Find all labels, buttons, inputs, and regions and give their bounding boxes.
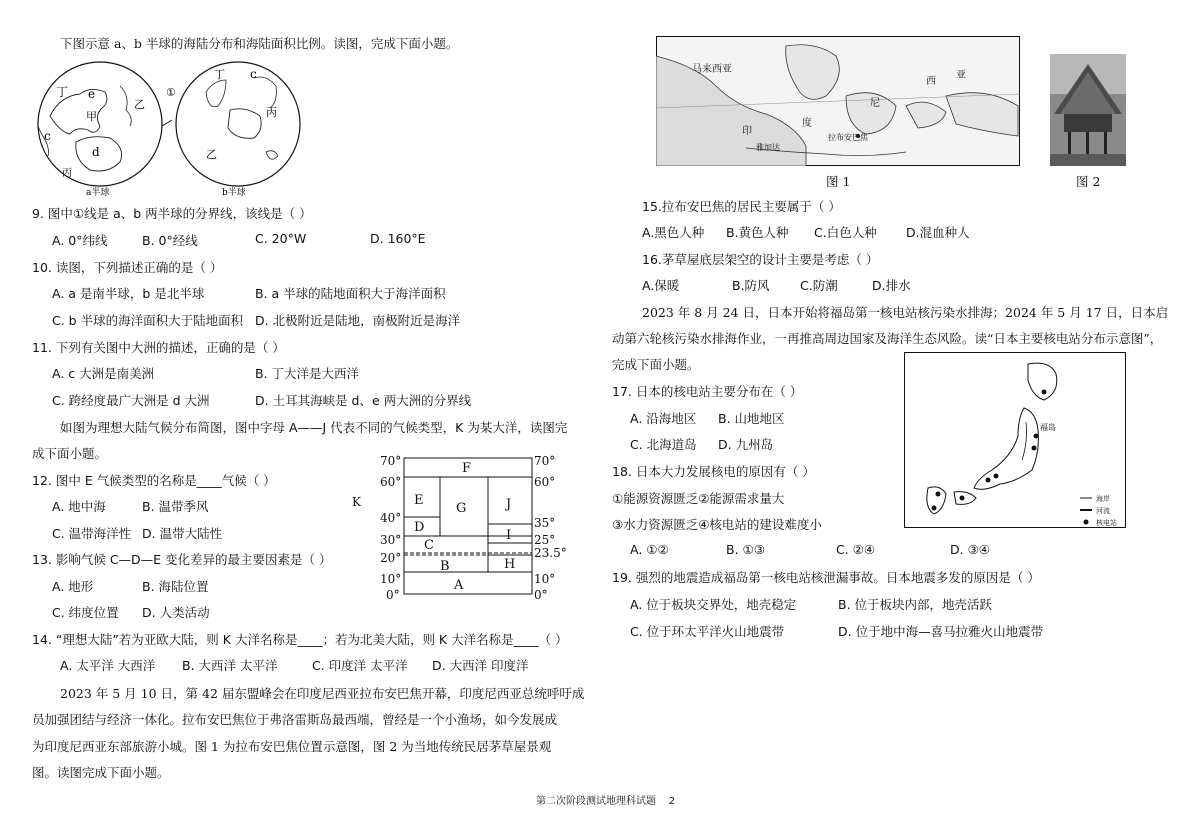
q10-option-b: B. a 半球的陆地面积大于海洋面积 — [255, 286, 446, 301]
svg-text:D: D — [414, 520, 425, 535]
hemisphere-intro: 下图示意 a、b 半球的海陆分布和海陆面积比例。读图，完成下面小题。 — [60, 36, 459, 51]
svg-text:I: I — [506, 528, 512, 543]
svg-text:海岸: 海岸 — [1096, 495, 1110, 503]
question-9: 9. 图中①线是 a、b 两半球的分界线，该线是（ ） — [32, 206, 312, 221]
climate-intro-line-1: 如图为理想大陆气候分布简图，图中字母 A——J 代表不同的气候类型，K 为某大洋，读图完 — [60, 420, 568, 435]
label-a-c: c — [44, 129, 51, 143]
q14-option-b: B. 大西洋 太平洋 — [182, 658, 278, 673]
svg-text:印: 印 — [742, 126, 752, 137]
svg-text:35°: 35° — [534, 516, 556, 530]
climate-intro-line-2: 成下面小题。 — [32, 446, 108, 461]
svg-text:西: 西 — [926, 76, 936, 87]
q11-option-d: D. 土耳其海峡是 d、e 两大洲的分界线 — [255, 393, 472, 408]
q16-option-d: D.排水 — [872, 278, 911, 293]
q15-option-a: A.黑色人种 — [642, 225, 705, 240]
svg-text:J: J — [506, 497, 512, 512]
q12-option-c: C. 温带海洋性 — [52, 526, 132, 541]
label-a-one: ① — [166, 86, 176, 99]
q10-option-d: D. 北极附近是陆地，南极附近是海洋 — [255, 313, 461, 328]
label-fukushima: 福岛 — [1040, 423, 1056, 432]
page-footer: 第二次阶段测试地理科试题 2 — [536, 796, 676, 807]
label-a-yi: 乙 — [134, 98, 145, 111]
svg-text:E: E — [414, 493, 424, 508]
q17-option-d: D. 九州岛 — [718, 437, 774, 452]
asean-passage-2: 员加强团结与经济一体化。拉布安巴焦位于弗洛雷斯岛最西端，曾经是一个小渔场，如今发展成 — [32, 712, 558, 727]
svg-text:度: 度 — [802, 118, 812, 129]
q14-option-d: D. 大西洋 印度洋 — [432, 658, 529, 673]
label-a-e: e — [88, 87, 96, 101]
japan-passage-1: 2023 年 8 月 24 日，日本开始将福岛第一核电站核污染水排海；2024 年 5 月 17 日，日本启 — [642, 305, 1169, 320]
q14-option-c: C. 印度洋 太平洋 — [312, 658, 408, 673]
label-a-ding: 丁 — [56, 85, 69, 99]
q12-option-d: D. 温带大陆性 — [142, 526, 223, 541]
q9-option-d: D. 160°E — [370, 231, 426, 246]
svg-text:C: C — [424, 538, 434, 553]
label-b-bing: 丙 — [266, 106, 277, 119]
q13-option-a: A. 地形 — [52, 579, 94, 594]
svg-text:H: H — [504, 557, 516, 572]
q15-option-c: C.白色人种 — [814, 225, 877, 240]
svg-text:G: G — [456, 501, 467, 516]
svg-text:A: A — [454, 578, 464, 593]
q18-statement-2: ③水力资源匮乏④核电站的建设难度小 — [612, 517, 822, 532]
hemi-b-caption: b半球 — [222, 188, 246, 198]
map-label-malaysia: 马来西亚 — [692, 64, 732, 75]
svg-text:雅加达: 雅加达 — [756, 143, 780, 152]
ideal-continent-climate-diagram — [350, 452, 590, 600]
svg-text:40°: 40° — [380, 511, 402, 525]
q13-option-d: D. 人类活动 — [142, 605, 210, 620]
question-16: 16.茅草屋底层架空的设计主要是考虑（ ） — [642, 252, 879, 267]
q13-option-c: C. 纬度位置 — [52, 605, 119, 620]
thatched-hut-photo — [1050, 54, 1126, 166]
svg-text:0°: 0° — [534, 588, 548, 600]
q11-option-c: C. 跨经度最广大洲是 d 大洲 — [52, 393, 210, 408]
ocean-k-label: K — [352, 495, 361, 509]
q9-option-c: C. 20°W — [255, 231, 307, 246]
question-17: 17. 日本的核电站主要分布在（ ） — [612, 384, 803, 399]
q15-option-d: D.混血种人 — [906, 225, 970, 240]
svg-text:尼: 尼 — [870, 98, 880, 109]
q16-option-c: C.防潮 — [800, 278, 838, 293]
q18-option-c: C. ②④ — [836, 542, 876, 557]
question-11: 11. 下列有关图中大洲的描述，正确的是（ ） — [32, 340, 285, 355]
svg-text:23.5°: 23.5° — [534, 546, 567, 560]
q16-option-b: B.防风 — [732, 278, 770, 293]
q12-option-b: B. 温带季风 — [142, 499, 209, 514]
figure-2-caption: 图 2 — [1076, 174, 1101, 189]
q12-option-a: A. 地中海 — [52, 499, 106, 514]
labuan-bajo-location-map — [656, 36, 1020, 166]
q17-option-c: C. 北海道岛 — [630, 437, 697, 452]
figure-1-caption: 图 1 — [826, 174, 851, 189]
question-15: 15.拉布安巴焦的居民主要属于（ ） — [642, 199, 841, 214]
label-b-ding: 丁 — [214, 68, 225, 81]
q11-option-a: A. c 大洲是南美洲 — [52, 366, 155, 381]
label-b-yi: 乙 — [206, 148, 217, 161]
q15-option-b: B.黄色人种 — [726, 225, 789, 240]
hemispheres-figure — [30, 56, 320, 198]
svg-text:25°: 25° — [534, 533, 556, 547]
svg-text:河流: 河流 — [1096, 507, 1110, 515]
q14-option-a: A. 太平洋 大西洋 — [60, 658, 156, 673]
svg-text:20°: 20° — [380, 551, 402, 565]
question-10: 10. 读图，下列描述正确的是（ ） — [32, 260, 223, 275]
question-18: 18. 日本大力发展核电的原因有（ ） — [612, 464, 815, 479]
q17-option-a: A. 沿海地区 — [630, 411, 697, 426]
q18-option-b: B. ①③ — [726, 542, 765, 557]
question-13: 13. 影响气候 C—D—E 变化差异的最主要因素是（ ） — [32, 552, 332, 567]
q19-option-b: B. 位于板块内部，地壳活跃 — [838, 597, 993, 612]
svg-text:拉布安巴焦: 拉布安巴焦 — [828, 133, 868, 142]
question-19: 19. 强烈的地震造成福岛第一核电站核泄漏事故。日本地震多发的原因是（ ） — [612, 570, 1040, 585]
q9-option-a: A. 0°纬线 — [52, 233, 108, 248]
q18-statement-1: ①能源资源匮乏②能源需求量大 — [612, 491, 785, 506]
svg-text:60°: 60° — [534, 475, 556, 489]
asean-passage-3: 为印度尼西亚东部旅游小城。图 1 为拉布安巴焦位置示意图，图 2 为当地传统民居茅草屋景观 — [32, 739, 552, 754]
svg-text:10°: 10° — [380, 572, 402, 586]
svg-text:F: F — [462, 461, 472, 476]
svg-text:60°: 60° — [380, 475, 402, 489]
question-14: 14. “理想大陆”若为亚欧大陆，则 K 大洋名称是____；若为北美大陆，则 K 大洋名称是____（ ） — [32, 632, 568, 647]
label-a-d: d — [92, 145, 100, 159]
japan-nuclear-map — [904, 352, 1126, 528]
svg-text:70°: 70° — [534, 454, 556, 468]
asean-passage-4: 图。读图完成下面小题。 — [32, 765, 170, 780]
q17-option-b: B. 山地地区 — [718, 411, 785, 426]
q19-option-d: D. 位于地中海—喜马拉雅火山地震带 — [838, 624, 1044, 639]
svg-text:核电站: 核电站 — [1096, 519, 1117, 527]
question-12: 12. 图中 E 气候类型的名称是____气候（ ） — [32, 473, 276, 488]
hemi-a-caption: a半球 — [86, 188, 110, 198]
q10-option-a: A. a 是南半球，b 是北半球 — [52, 286, 205, 301]
asean-passage-1: 2023 年 5 月 10 日，第 42 届东盟峰会在印度尼西亚拉布安巴焦开幕，印度尼西亚总统呼吁成 — [60, 686, 585, 701]
q18-option-d: D. ③④ — [950, 542, 990, 557]
svg-text:亚: 亚 — [956, 70, 966, 81]
q16-option-a: A.保暖 — [642, 278, 680, 293]
q19-option-a: A. 位于板块交界处，地壳稳定 — [630, 597, 797, 612]
q10-option-c: C. b 半球的海洋面积大于陆地面积 — [52, 313, 244, 328]
svg-text:0°: 0° — [386, 588, 400, 600]
label-b-c: c — [250, 67, 257, 81]
svg-text:30°: 30° — [380, 533, 402, 547]
q11-option-b: B. 丁大洋是大西洋 — [255, 366, 360, 381]
q13-option-b: B. 海陆位置 — [142, 579, 209, 594]
svg-text:B: B — [440, 559, 450, 574]
label-a-bing: 丙 — [62, 168, 72, 179]
q18-option-a: A. ①② — [630, 542, 669, 557]
svg-text:70°: 70° — [380, 454, 402, 468]
q19-option-c: C. 位于环太平洋火山地震带 — [630, 624, 785, 639]
label-a-jia: 甲 — [86, 110, 97, 123]
japan-passage-2: 动第六轮核污染水排海作业，一再推高周边国家及海洋生态风险。读“日本主要核电站分布示意图”， — [612, 331, 1163, 346]
japan-passage-3: 完成下面小题。 — [612, 357, 700, 372]
svg-text:10°: 10° — [534, 572, 556, 586]
q9-option-b: B. 0°经线 — [142, 233, 198, 248]
